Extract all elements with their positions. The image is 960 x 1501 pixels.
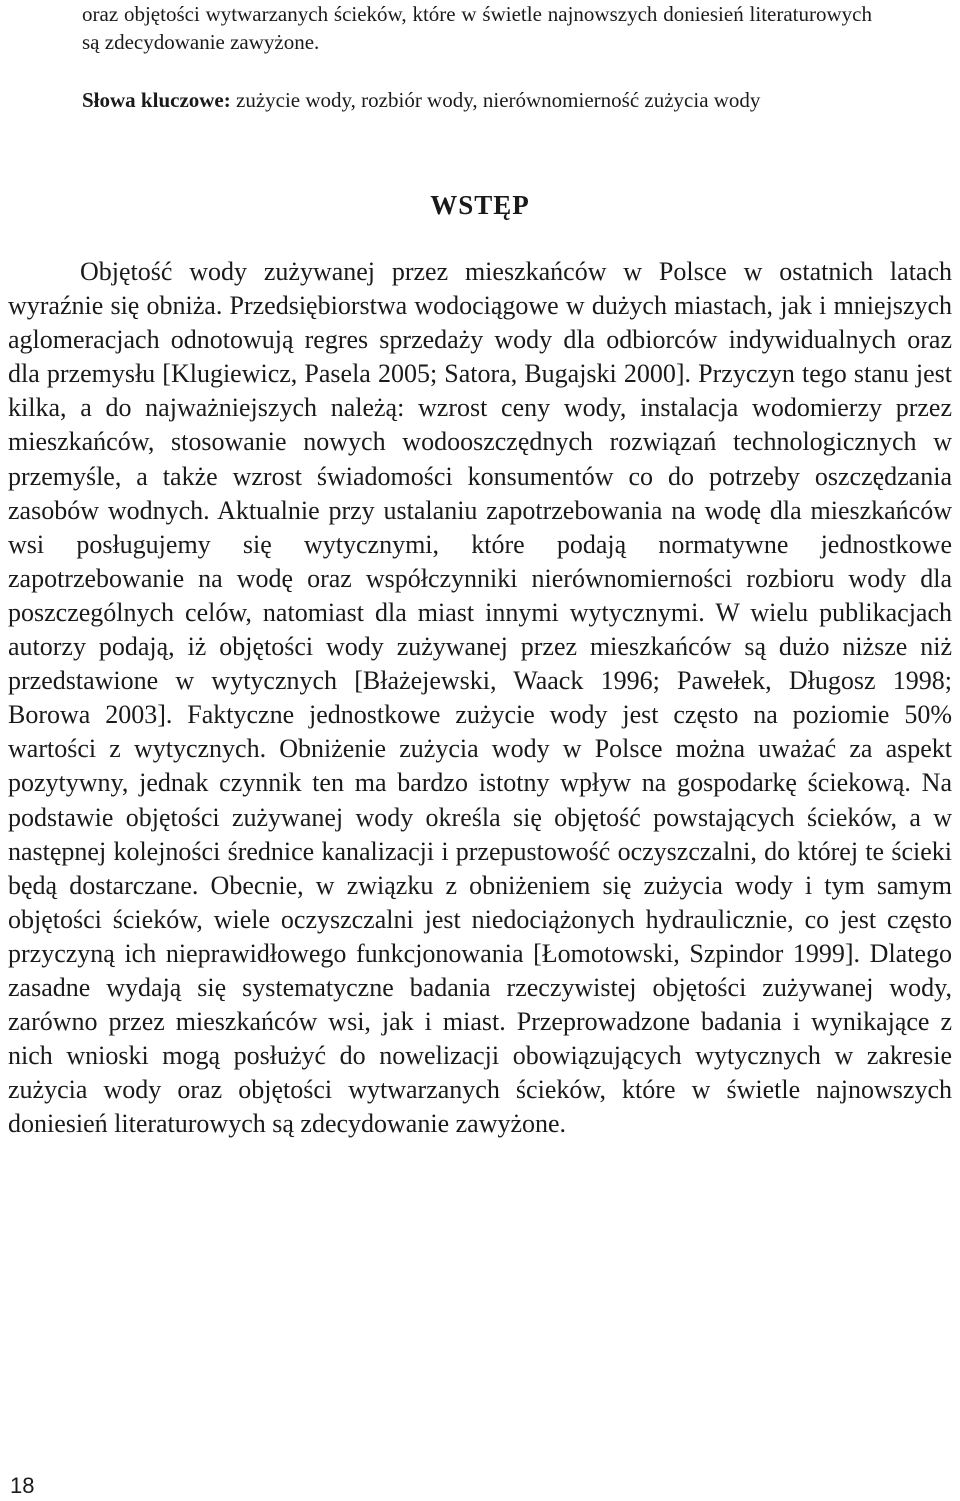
keywords-line <box>82 86 872 114</box>
abstract-end-text: oraz objętości wytwarzanych ścieków, które w świetle najnowszych doniesień literaturowych są zdecydowanie zawyżone. <box>82 2 872 54</box>
keywords-label: Słowa kluczowe: <box>82 88 231 112</box>
body-paragraph: Objętość wody zużywanej przez mieszkańców w Polsce w ostatnich latach wyraźnie się obniża. Przedsiębiorstwa wodociągowe w dużych miastach, jak i mniejszych aglomeracjach odnotowują regres sprzedaży wody dla odbiorców indywidualnych oraz dla przemysłu [Klugiewicz, Pasela 2005; Satora, Bugajski 2000]. Przyczyn tego stanu jest kilka, a do najważniejszych należą: wzrost ceny wody, instalacja wodomierzy przez mieszkańców, stosowanie nowych wodooszczędnych rozwiązań technologicznych w przemyśle, a także wzrost świadomości konsumentów co do potrzeby oszczędzania zasobów wodnych. Aktualnie przy ustalaniu zapotrzebowania na wodę dla mieszkańców wsi posługujemy się wytycznymi, które podają normatywne jednostkowe zapotrzebowanie na wodę oraz współczynniki nierównomierności rozbioru wody dla poszczególnych celów, natomiast dla miast innymi wytycznymi. W wielu publikacjach autorzy podają, iż objętości wody zużywanej przez mieszkańców są dużo niższe niż przedstawione w wytycznych [Błażejewski, Waack 1996; Pawełek, Długosz 1998; Borowa 2003]. Faktyczne jednostkowe zużycie wody jest często na poziomie 50% wartości z wytycznych. Obniżenie zużycia wody w Polsce można uważać za aspekt pozytywny, jednak czynnik ten ma bardzo istotny wpływ na gospodarkę ściekową. Na podstawie objętości zużywanej wody określa się objętość powstających ścieków, a w następnej kolejności średnice kanalizacji i przepustowość oczyszczalni, do której te ścieki będą dostarczane. Obecnie, w związku z obniżeniem się zużycia wody i tym samym objętości ścieków, wiele oczyszczalni jest niedociążonych hydraulicznie, co jest często przyczyną ich nieprawidłowego funkcjonowania [Łomotowski, Szpindor 1999]. Dlatego zasadne wydają się systematyczne badania rzeczywistej objętości zużywanej wody, zarówno przez mieszkańców wsi, jak i miast. Przeprowadzone badania i wynikające z nich wnioski mogą posłużyć do nowelizacji obowiązujących wytycznych w zakresie zużycia wody oraz objętości wytwarzanych ścieków, które w świetle najnowszych doniesień literaturowych są zdecydowanie zawyżone. <box>8 257 952 1139</box>
page-number: 18 <box>10 1473 35 1498</box>
section-heading: WSTĘP <box>430 190 530 220</box>
keywords-text: zużycie wody, rozbiór wody, nierównomierność zużycia wody <box>230 88 761 112</box>
